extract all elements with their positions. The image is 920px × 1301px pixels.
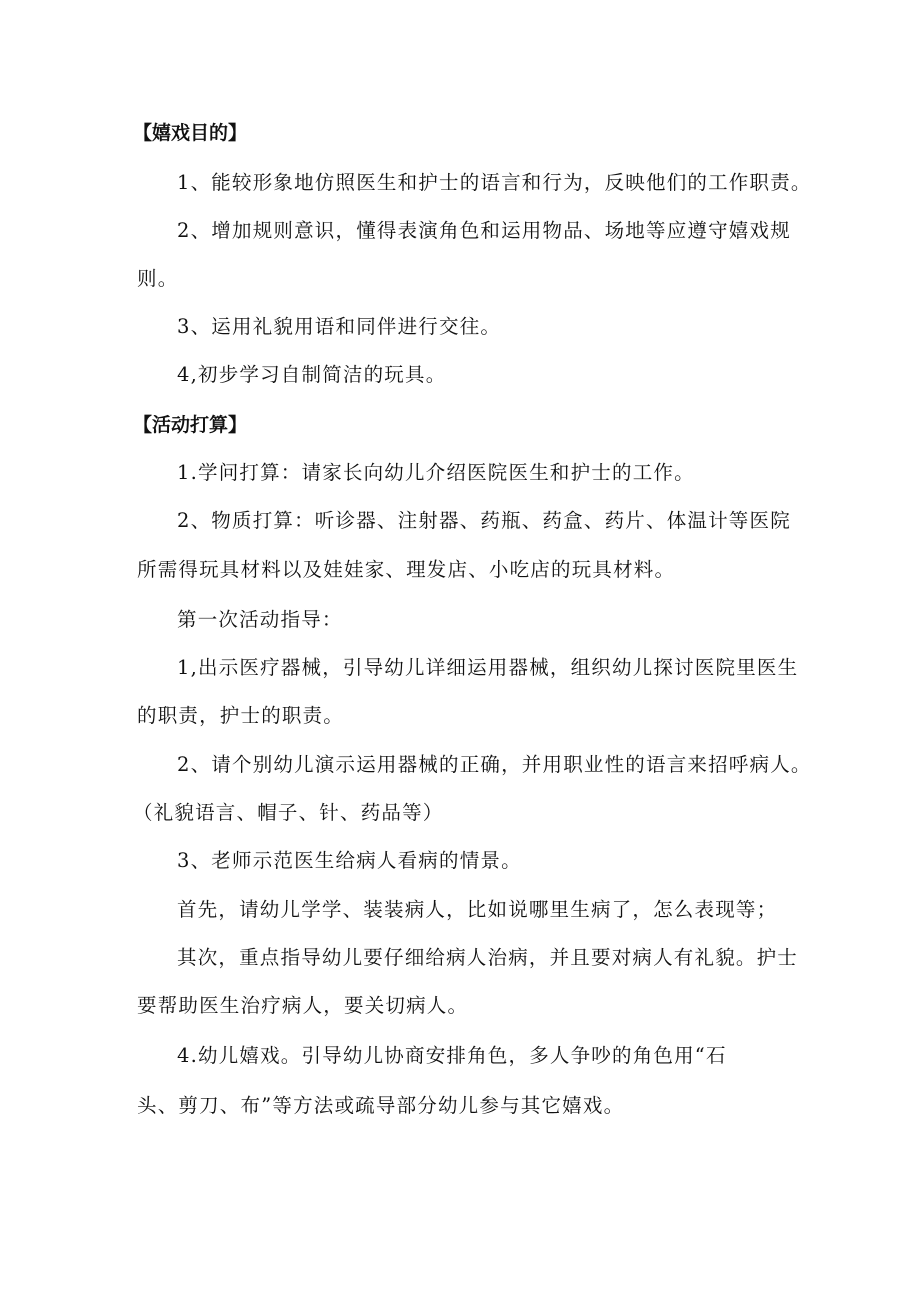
paragraph-line: 头、剪刀、布”等方法或疏导部分幼儿参与其它嬉戏。 [137,1094,625,1117]
paragraph-line: 2、增加规则意识，懂得表演角色和运用物品、场地等应遵守嬉戏规 [177,219,791,242]
paragraph-line: 1,出示医疗器械，引导幼儿详细运用器械，组织幼儿探讨医院里医生 [177,656,799,679]
paragraph-line: 1、能较形象地仿照医生和护士的语言和行为，反映他们的工作职责。 [177,171,812,194]
paragraph-line: 所需得玩具材料以及娃娃家、理发店、小吃店的玩具材料。 [137,558,676,581]
paragraph-line: 3、老师示范医生给病人看病的情景。 [177,849,522,872]
paragraph-line: （礼貌语言、帽子、针、药品等） [133,801,444,824]
paragraph-line: 的职责，护士的职责。 [137,704,345,727]
goals-heading: 【嬉戏目的】 [133,122,248,144]
paragraph-line: 第一次活动指导： [177,608,343,631]
paragraph-line: 1.学问打算：请家长向幼儿介绍医院医生和护士的工作。 [177,461,695,484]
paragraph-line: 4,初步学习自制简洁的玩具。 [177,363,447,386]
prep-heading: 【活动打算】 [133,414,248,436]
paragraph-line: 2、物质打算：听诊器、注射器、药瓶、药盒、药片、体温计等医院 [177,509,791,532]
paragraph-line: 2、请个别幼儿演示运用器械的正确，并用职业性的语言来招呼病人。 [177,753,812,776]
paragraph-line: 要帮助医生治疗病人，要关切病人。 [137,994,469,1017]
paragraph-line: 4.幼儿嬉戏。引导幼儿协商安排角色，多人争吵的角色用“石 [177,1044,727,1067]
paragraph-line: 3、运用礼貌用语和同伴进行交往。 [177,315,502,338]
paragraph-line: 其次，重点指导幼儿要仔细给病人治病，并且要对病人有礼貌。护士 [177,946,799,969]
paragraph-line: 则。 [137,267,179,290]
paragraph-line: 首先，请幼儿学学、装装病人，比如说哪里生病了，怎么表现等； [177,898,778,921]
